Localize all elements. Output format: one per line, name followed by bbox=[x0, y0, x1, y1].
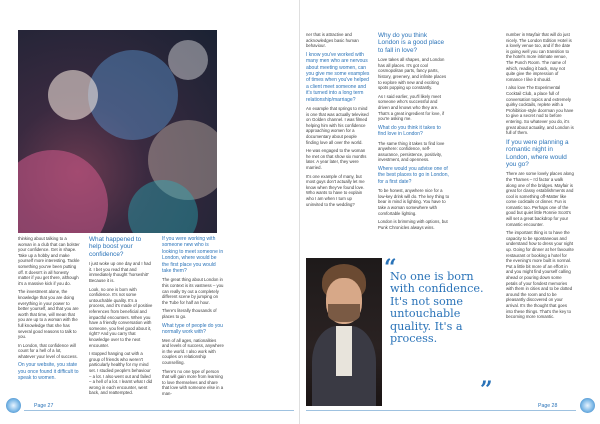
paragraph: There's no one type of person that will gain more from learning to love themselves and share that love with someone else in a man- bbox=[162, 368, 224, 396]
page-number: Page 27 bbox=[34, 403, 54, 409]
pull-quote bbox=[384, 255, 498, 411]
article-column-3 bbox=[506, 32, 574, 323]
paragraph: I stopped hanging out with a group of friends who weren't particularly healthy for my mind set. I studied people's behaviour – a lot. I also went out and failed – a hell of a lot. I learnt what I did wrong in each encounter, went back, and reattempted. bbox=[89, 351, 153, 396]
question: If you were working with someone new who is looking to meet someone in London, where would be the first place you would take them? bbox=[162, 236, 224, 275]
question-heading: Why do you think London is a good place to fall in love? bbox=[378, 32, 445, 54]
paragraph: To be honest, anywhere nice for a low-key drink will do. The key thing to bear in mind is lighting. You have to take a woman somewhere with comfortable lighting. bbox=[378, 188, 450, 216]
paragraph: He was engaged to the woman he met on that show six months later. A year later, they were married. bbox=[306, 148, 367, 170]
paragraph: Look, no one is born with confidence. It's not some untouchable quality. It's a process, and it's made of positive references from beneficial and impactful encounters. When you have a friendly conversation with someone, you feel good about it, right? And you carry that knowledge over to the next encounter. bbox=[89, 286, 153, 348]
interviewee-portrait bbox=[306, 258, 382, 406]
magazine-logo-icon bbox=[580, 398, 595, 413]
paragraph: Love takes all shapes, and London has all places. It's got cool cosmopolitan parts, fancy parts, history, greenery, and infinite places to explore with new and exciting spots popping up constantly. bbox=[378, 57, 447, 91]
article-column-2 bbox=[378, 32, 450, 233]
paragraph: I also love The Experimental Cocktail Club, a place full of conversation topics and extremely quirky cocktails, replete with a Prohibition-style doorman you have to give a secret nod to before entering. So whatever you do, it's great about actuality, and London is full of them. bbox=[506, 85, 574, 136]
paragraph: The great thing about London in this context is its vastness – you can really try out a completely different scene by jumping on the Tube for half an hour. bbox=[162, 277, 224, 305]
close-quote-mark: ” bbox=[480, 377, 493, 403]
quote-text: No one is born with confidence. It's not some untouchable quality. It's a process. bbox=[390, 270, 484, 346]
paragraph: The investment alone, the knowledge that you are doing everything in your power to better yourself, and that you are worth that time, will mean that you are up to a woman with the full knowledge that she has several good reasons to talk to you. bbox=[18, 289, 79, 340]
article-column-1 bbox=[18, 236, 80, 385]
paragraph: London is brimming with options, but Punk Chronicles always wins. bbox=[378, 219, 448, 230]
paragraph: Men of all ages, nationalities and levels of success, anywhere in the world. I also work with couples on relationship counselling. bbox=[162, 337, 224, 365]
paragraph: An example that springs to mind is one that was actually televised on Golden channel. I was filmed helping him with his confidence approaching women for a documentary about people finding love all over the world. bbox=[306, 106, 369, 145]
question-heading: If you were planning a romantic night in London, where would you go? bbox=[506, 138, 569, 168]
question: I know you've worked with many men who are nervous about meeting women, can you give me some examples of times when you've helped a client meet someone and it's turned into a long term relationship/marriage? bbox=[306, 51, 370, 103]
paragraph: thinking about talking to a woman in a club that can bolster your confidence. Get in shape. Take up a hobby and make yourself more interesting. Tackle something you've been putting off. It doesn't in all honesty matter if you get there, although it's a massive kick if you do. bbox=[18, 236, 80, 286]
paragraph: ner that is attractive and acknowledges basic human behaviour. bbox=[306, 32, 359, 49]
paragraph: As I said earlier, you'll likely meet someone who's successful and driven and knows who they are. That's a great ingredient for love, if you're asking me. bbox=[378, 93, 445, 122]
question-heading: What happened to help boost your confidence? bbox=[89, 236, 142, 258]
magazine-logo-icon bbox=[6, 398, 21, 413]
question: On your website, you state you once found it difficult to speak to women. bbox=[18, 362, 79, 382]
question-heading: What do you think it takes to find love in London? bbox=[378, 124, 441, 138]
club-crowd-photo bbox=[18, 30, 217, 233]
paragraph: There are some lovely places along the Thames – I'd factor a walk along one of the bridges. Mayfair is great for classy establishments and cool is something off-Matter like come cocktails or dinner. Fun is romantic too. Perhaps one of the good but quiet little Ronnie Scott's will set a great backdrop for your romantic encounter. bbox=[506, 171, 574, 227]
paragraph: The same thing it takes to find love anywhere: confidence, self-assurance, persistence, positivity, investment, and openness. bbox=[378, 140, 445, 163]
question-heading: Where would you advise one of the best places to go in London, for a first date? bbox=[378, 165, 449, 185]
footer-rule bbox=[24, 410, 294, 411]
article-column-1 bbox=[306, 32, 370, 210]
paragraph: The important thing is to have the capacity to be spontaneous and understand how to dress your night up. Going for dinner at her favourite restaurant or booking a hotel for the evening's more built is normal. Put a little bit more of an effort in and you might find yourself calling ahead or pouring down some petals of your fondest memories with them in cities and to be dotted around the room and to be pleasantly discovered on your arrival. It's the thought that goes into these things. That's the key to becoming more romantic. bbox=[506, 230, 574, 320]
article-column-2 bbox=[89, 236, 153, 399]
paragraph: number in Mayfair that will do just nicely. The London Edition Hotel is a lovely venue too, and if the date is going well you can transition to the hotel's more intimate venue, The Punch Room. The name of which, reading it back, may not quite give the impression of romance I like it should. bbox=[506, 32, 572, 82]
paragraph: It's one example of many, but most guys don't actually let me know when they've found love. Who wants to have to explain who I am when I turn up uninvited to the wedding? bbox=[306, 173, 365, 207]
paragraph: There's literally thousands of places to go. bbox=[162, 308, 217, 319]
paragraph: I just woke up one day and I had it. I bet you read that and immediately thought 'horseshit!' Because it is. bbox=[89, 261, 151, 283]
question-heading: What type of people do you normally work with? bbox=[162, 322, 223, 335]
paragraph: In London, that confidence will count for a hell of a lot, whatever your level of success. bbox=[18, 342, 78, 359]
article-column-3 bbox=[162, 236, 224, 400]
page-number: Page 28 bbox=[538, 403, 558, 409]
open-quote-mark: “ bbox=[384, 255, 397, 281]
